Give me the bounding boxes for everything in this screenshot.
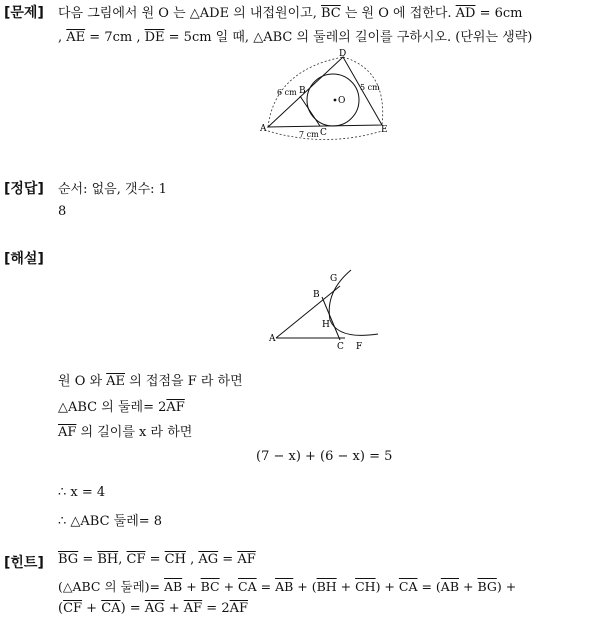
- explanation-figure: [266, 268, 384, 354]
- segment: $\overline{CA}$: [238, 579, 257, 594]
- segment-ae: $\overline{AE}$: [106, 374, 126, 389]
- hint-text: =: [78, 552, 98, 567]
- explanation-text: △ABC 의 둘레= 2: [58, 400, 167, 415]
- segment: $\overline{CH}$: [355, 579, 376, 594]
- hint-text: ,: [185, 552, 199, 567]
- point-label-b: B: [313, 290, 320, 300]
- explanation-line-1: [58, 370, 243, 389]
- hint-line-1: [58, 552, 256, 567]
- segment: $\overline{BG}$: [58, 552, 79, 567]
- point-label-c: C: [337, 342, 344, 352]
- point-label-d: D: [339, 49, 347, 59]
- segment: $\overline{BH}$: [316, 579, 337, 594]
- length-label-ae: 7 cm: [299, 130, 319, 139]
- segment: $\overline{AB}$: [440, 579, 460, 594]
- hint-label: [힌트]: [4, 555, 44, 571]
- segment: $\overline{AF}$: [183, 601, 203, 616]
- problem-text: 다음 그림에서 원 O 는 △ADE 의 내접원이고,: [58, 6, 321, 21]
- problem-line-1: [58, 2, 523, 21]
- explanation-text: 원 O 와: [58, 374, 107, 389]
- segment: $\overline{CF}$: [63, 601, 83, 616]
- answer-label: [정답]: [4, 181, 44, 197]
- segment-bc: $\overline{BC}$: [320, 6, 341, 21]
- conclusion-x: ∴ x = 4: [58, 485, 106, 500]
- segment: $\overline{AF}$: [237, 552, 256, 567]
- hint-text: +: [164, 601, 184, 616]
- segment: $\overline{AF}$: [229, 601, 249, 616]
- problem-text: = 6cm: [475, 6, 523, 21]
- hint-text: ,: [118, 552, 127, 567]
- explanation-line-2: [58, 396, 185, 415]
- problem-label: [문제]: [4, 5, 44, 21]
- point-label-g: G: [330, 274, 338, 284]
- length-label-de: 5 cm: [360, 83, 380, 92]
- point-label-h: H: [322, 320, 330, 330]
- explanation-text: 의 접점을 F 라 하면: [125, 374, 243, 389]
- segment: $\overline{AB}$: [164, 579, 183, 594]
- point-label-c: C: [320, 128, 327, 138]
- answer-meta: 순서: 없음, 갯수: 1: [58, 182, 167, 197]
- point-label-e: E: [381, 125, 388, 135]
- segment-de: $\overline{DE}$: [144, 30, 165, 45]
- segment-ae: $\overline{AE}$: [66, 30, 86, 45]
- hint-text: +: [459, 579, 478, 594]
- point-label-b: B: [299, 86, 306, 96]
- problem-figure: [258, 48, 394, 140]
- segment: $\overline{AG}$: [144, 601, 165, 616]
- problem-text: ,: [58, 30, 67, 45]
- hint-text: + (: [293, 579, 317, 594]
- explanation-line-3: [58, 421, 192, 440]
- problem-line-2: [58, 26, 532, 45]
- hint-text: +: [219, 579, 239, 594]
- segment: $\overline{CA}$: [398, 579, 418, 594]
- segment-ad: $\overline{AD}$: [455, 6, 476, 21]
- segment: $\overline{AG}$: [198, 552, 219, 567]
- problem-text: = 7cm ,: [85, 30, 145, 45]
- hint-text: +: [336, 579, 356, 594]
- hint-line-2: [58, 577, 516, 595]
- hint-text: (△ABC 의 둘레)=: [58, 579, 164, 594]
- segment: $\overline{AB}$: [275, 579, 294, 594]
- hint-text: = 2: [202, 601, 230, 616]
- hint-text: +: [182, 579, 201, 594]
- hint-text: =: [218, 552, 238, 567]
- segment: $\overline{BC}$: [200, 579, 220, 594]
- segment-af: $\overline{AF}$: [166, 400, 185, 415]
- segment: $\overline{BH}$: [97, 552, 119, 567]
- hint-text: ) =: [120, 601, 145, 616]
- hint-text: =: [145, 552, 165, 567]
- point-label-o: O: [338, 96, 346, 106]
- conclusion-perimeter: ∴ △ABC 둘레= 8: [58, 514, 163, 529]
- point-label-a: A: [269, 334, 276, 344]
- length-label-ad: 6 cm: [277, 88, 297, 97]
- hint-text: +: [82, 601, 102, 616]
- explanation-label: [해설]: [4, 251, 44, 267]
- segment: $\overline{CH}$: [164, 552, 186, 567]
- hint-text: ) +: [496, 579, 517, 594]
- point-label-a: A: [260, 124, 267, 134]
- problem-text: = 5cm 일 때, △ABC 의 둘레의 길이를 구하시오. (단위는 생략): [164, 30, 533, 45]
- hint-line-3: [58, 601, 248, 616]
- segment: $\overline{CF}$: [126, 552, 146, 567]
- segment-af: $\overline{AF}$: [58, 425, 77, 440]
- point-label-f: F: [356, 342, 363, 352]
- hint-text: (: [58, 601, 64, 616]
- problem-text: 는 원 O 에 접한다.: [340, 6, 456, 21]
- hint-text: ) +: [375, 579, 399, 594]
- hint-text: = (: [417, 579, 441, 594]
- segment: $\overline{BG}$: [477, 579, 497, 594]
- equation: (7 − x) + (6 − x) = 5: [256, 449, 393, 464]
- segment: $\overline{CA}$: [101, 601, 121, 616]
- hint-text: =: [256, 579, 276, 594]
- answer-value: 8: [58, 204, 67, 219]
- explanation-text: 의 길이를 x 라 하면: [76, 425, 193, 440]
